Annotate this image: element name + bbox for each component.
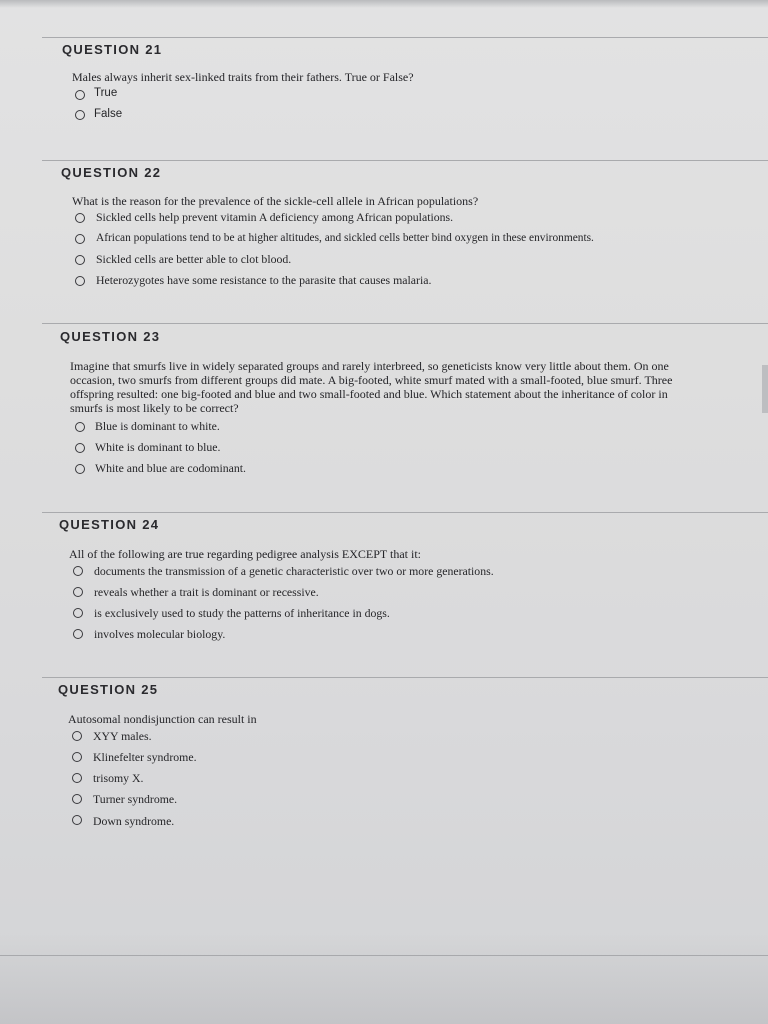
question-divider [42, 677, 768, 678]
radio-button[interactable] [75, 443, 85, 453]
radio-button[interactable] [73, 587, 83, 597]
radio-button[interactable] [72, 731, 82, 741]
question-header: QUESTION 25 [58, 682, 159, 697]
question-header: QUESTION 23 [60, 329, 161, 344]
answer-option: involves molecular biology. [94, 627, 226, 641]
question-prompt-line: offspring resulted: one big-footed and blue and two small-footed and blue. Which statement about the inheritance of color in [70, 387, 668, 401]
radio-button[interactable] [72, 815, 82, 825]
answer-option: African populations tend to be at higher altitudes, and sickled cells better bind oxygen in these environments. [96, 232, 594, 244]
radio-button[interactable] [72, 752, 82, 762]
answer-option: Sickled cells help prevent vitamin A deficiency among African populations. [96, 210, 454, 224]
question-prompt-line: Imagine that smurfs live in widely separated groups and rarely interbreed, so geneticists know very little about them. On one [70, 359, 669, 373]
radio-button[interactable] [75, 422, 85, 432]
scrollbar-thumb[interactable] [762, 365, 768, 413]
answer-option: True [94, 87, 118, 99]
answer-option: reveals whether a trait is dominant or recessive. [94, 585, 319, 599]
question-prompt-line: smurfs is most likely to be correct? [70, 401, 239, 415]
radio-button[interactable] [73, 629, 83, 639]
answer-option: Down syndrome. [93, 814, 175, 828]
radio-button[interactable] [72, 794, 82, 804]
radio-button[interactable] [73, 566, 83, 576]
page-top-edge [0, 0, 768, 8]
answer-option: False [94, 108, 123, 120]
radio-button[interactable] [75, 213, 85, 223]
answer-option: Blue is dominant to white. [95, 419, 220, 433]
question-prompt: All of the following are true regarding pedigree analysis EXCEPT that it: [69, 547, 422, 561]
question-divider [42, 37, 768, 38]
radio-button[interactable] [75, 110, 85, 120]
page-bottom-shading [0, 934, 768, 1024]
question-prompt: Autosomal nondisjunction can result in [68, 712, 257, 726]
question-divider [42, 160, 768, 161]
answer-option: White and blue are codominant. [95, 461, 247, 475]
radio-button[interactable] [75, 255, 85, 265]
question-prompt: Males always inherit sex-linked traits from their fathers. True or False? [72, 70, 414, 84]
answer-option: XYY males. [93, 729, 152, 743]
radio-button[interactable] [75, 90, 85, 100]
radio-button[interactable] [75, 234, 85, 244]
answer-option: White is dominant to blue. [95, 440, 221, 454]
question-header: QUESTION 24 [59, 517, 160, 532]
question-header: QUESTION 21 [62, 42, 163, 57]
question-divider [42, 512, 768, 513]
answer-option: trisomy X. [93, 771, 144, 785]
answer-option: is exclusively used to study the patterns of inheritance in dogs. [94, 606, 390, 620]
radio-button[interactable] [72, 773, 82, 783]
answer-option: Heterozygotes have some resistance to the parasite that causes malaria. [96, 273, 432, 287]
question-prompt: What is the reason for the prevalence of the sickle-cell allele in African populations? [72, 194, 479, 208]
answer-option: Sickled cells are better able to clot blood. [96, 252, 292, 266]
question-header: QUESTION 22 [61, 165, 162, 180]
question-divider [42, 323, 768, 324]
answer-option: Turner syndrome. [93, 792, 178, 806]
radio-button[interactable] [75, 464, 85, 474]
question-prompt-line: occasion, two smurfs from different groups did mate. A big-footed, white smurf mated with a small-footed, blue smurf. Three [70, 373, 673, 387]
radio-button[interactable] [73, 608, 83, 618]
answer-option: documents the transmission of a genetic characteristic over two or more generations. [94, 564, 494, 578]
radio-button[interactable] [75, 276, 85, 286]
answer-option: Klinefelter syndrome. [93, 750, 197, 764]
